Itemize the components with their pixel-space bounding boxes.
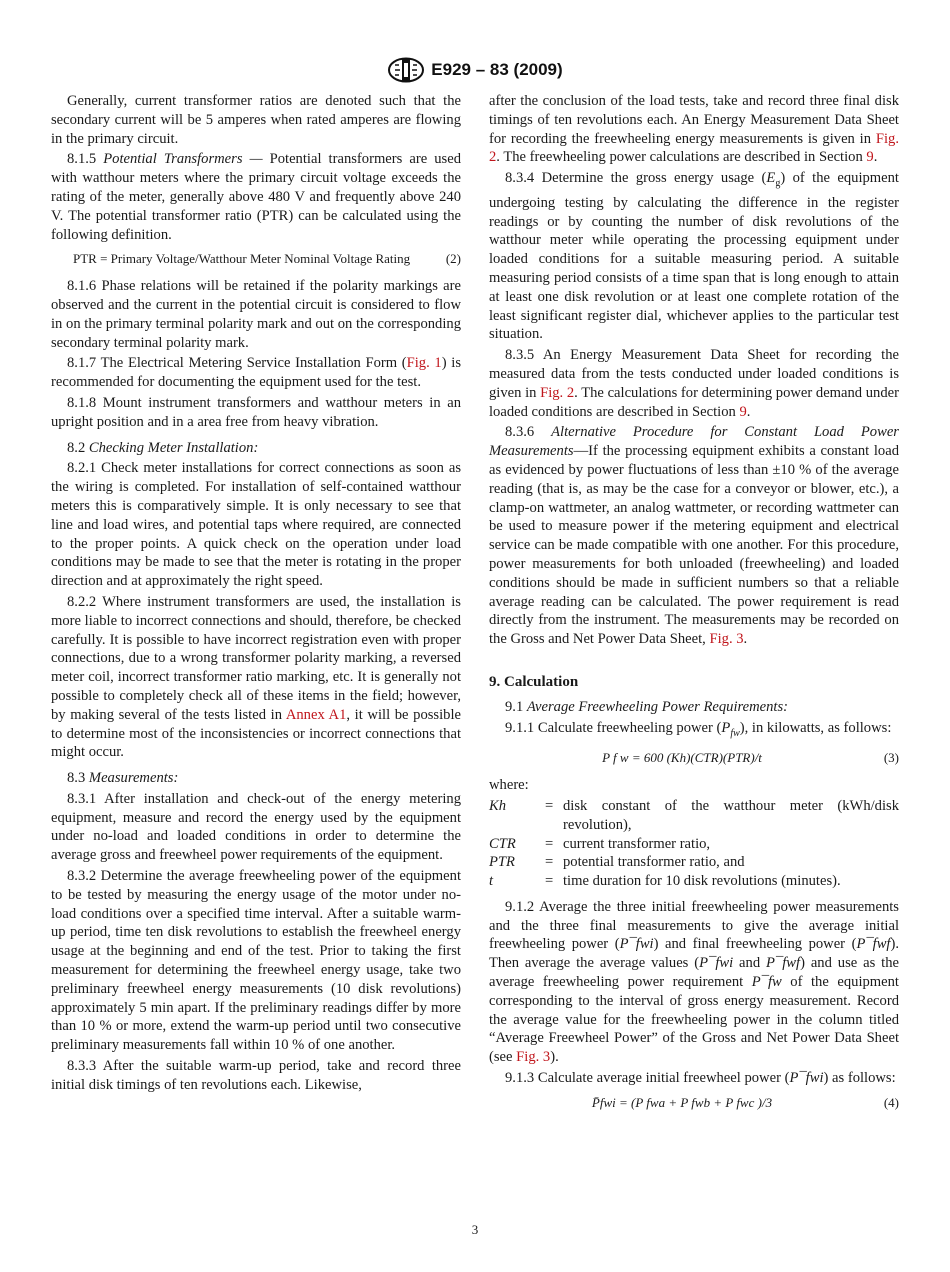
symbol-subscript: g — [775, 178, 781, 190]
symbol: P¯fwi — [619, 936, 654, 953]
equation-3 — [489, 749, 899, 768]
definition-sym: CTR — [489, 835, 516, 852]
paragraph-8-3-4 — [489, 169, 899, 344]
fig-3-link[interactable]: Fig. 3 — [516, 1049, 551, 1066]
paragraph-8-1-5 — [51, 150, 461, 244]
symbol: P¯fwi — [699, 955, 734, 972]
equation-number: (4) — [883, 1094, 899, 1110]
paragraph-8-3-5 — [489, 346, 899, 421]
paragraph-8-1-6: 8.1.6 Phase relations will be retained if the polarity markings are observed and the current in the potential circuit is considered to flow in on the primary terminal polarity mark and out on the corresponding secondary terminal polarity mark. — [51, 278, 461, 351]
variable-definitions — [489, 797, 899, 891]
document-designation: E929 – 83 (2009) — [431, 60, 563, 79]
symbol: P — [721, 719, 731, 736]
fig-2-link[interactable]: Fig. 2 — [489, 130, 899, 166]
paragraph-text: after the conclusion of the load tests, take and record three final disk timings of ten revolutions each. An Energy Measurement Data Sheet for recording the freewheeling energy measurements is given in — [489, 93, 899, 147]
paragraph-text: ). Then average the average values ( — [489, 936, 900, 972]
paragraph-text: . — [743, 631, 748, 648]
section-8-3-heading — [51, 769, 461, 788]
paragraph-text: of the equipment corresponding to the interval of gross energy measurement. Record the average value for the freewheeling power in the column titled “Average Freewheel Power” of the Gross and Net Power Data Sheet (see — [489, 974, 899, 1066]
paragraph-8-3-2: 8.3.2 Determine the average freewheeling power of the equipment to be tested by measuring the energy usage of the motor under no-load conditions over a specified time interval. After a suitable warm-up period, time ten disk revolutions to establish the freewheel energy usage at the beginning and end of the test. Prior to taking the first measurement for determining the freewheel energy usage, take two preliminary freewheel energy measurements (10 disk revolutions) approximately 5 min apart. If the preliminary readings differ by more than 10 % or more, extend the warm-up period until two consecutive preliminary measurements fall within 10 % of one another. — [51, 868, 461, 1054]
paragraph-text: ) is recommended for documenting the equipment used for the test. — [51, 355, 462, 391]
symbol: P¯fwi — [789, 1070, 824, 1087]
paragraph-8-2-1: 8.2.1 Check meter installations for correct connections as soon as the wiring is completed. For installation of self-contained watthour meters this is comparatively simple. It is only necessary to see that line and load wires, and potential taps where required, are connected to the proper points. A quick check on the operation under load conditions may be made to see that the meter is rotating in the proper direction and at approximately the right speed. — [51, 460, 461, 590]
equation-4 — [489, 1094, 899, 1113]
definition-row — [489, 853, 899, 872]
symbol: P¯fwf — [856, 936, 891, 953]
paragraph-8-1-8: 8.1.8 Mount instrument transformers and watthour meters in an upright position and in a area free from heavy vibration. — [51, 394, 461, 430]
paragraph-8-2-2 — [51, 593, 461, 762]
definition-def: disk constant of the watthour meter (kWh/disk revolution), — [563, 797, 899, 833]
equation-body: PTR = Primary Voltage/Watthour Meter Nominal Voltage Rating — [73, 251, 411, 267]
definition-def: time duration for 10 disk revolutions (minutes). — [563, 873, 841, 890]
paragraph-text: Potential transformers are used with watthour meters where the primary circuit voltage exceeds the rating of the meter, generally above 480 V and frequently above 240 V. The potential transformer ratio (PTR) can be calculated using the following definition. — [51, 151, 462, 243]
symbol-subscript: fw — [730, 727, 740, 739]
paragraph-8-3-3: 8.3.3 After the suitable warm-up period, take and record three initial disk timings of ten revolutions each. Likewise, — [51, 1058, 461, 1093]
paragraph-text: ). — [550, 1049, 559, 1066]
definition-def: potential transformer ratio, and — [563, 854, 745, 871]
definition-eq: = — [545, 797, 554, 814]
section-9-1-heading — [489, 698, 899, 717]
section-9-link[interactable]: 9 — [866, 149, 874, 166]
section-9-heading: 9. Calculation — [489, 674, 579, 691]
fig-2-link[interactable]: Fig. 2 — [540, 384, 575, 401]
definition-sym: PTR — [489, 854, 515, 871]
paragraph: Generally, current transformer ratios are denoted such that the secondary current will be 5 amperes when rated amperes are flowing in the primary circuit. — [51, 93, 461, 147]
paragraph-text: . — [746, 403, 751, 420]
section-title: Measurements: — [88, 770, 179, 787]
section-title: Average Freewheeling Power Requirements: — [526, 698, 789, 715]
paragraph-8-3-3-continued — [489, 92, 899, 167]
paragraph-text: 8.3.4 Determine the gross energy usage ( — [505, 170, 767, 187]
right-column — [489, 92, 899, 1121]
paragraph-8-3-6 — [489, 423, 899, 649]
definition-eq: = — [545, 854, 554, 871]
section-number: 9.1 — [505, 698, 524, 715]
paragraph-text: ) and final freewheeling power ( — [653, 936, 857, 953]
paragraph-text: . The freewheeling power calculations are described in Section — [496, 149, 867, 166]
symbol: P¯fwf — [766, 955, 801, 972]
paragraph-8-3-1: 8.3.1 After installation and check-out of the energy metering equipment, measure and record the energy used by the equipment under no-load and loaded conditions in order to determine the average gross and freewheel power requirements of the equipment. — [51, 790, 461, 864]
paragraph-text: 8.3.5 An Energy Measurement Data Sheet for recording the measured data from the tests conducted under loaded conditions is given in — [489, 347, 899, 401]
symbol: E — [766, 170, 776, 187]
where-label: where: — [489, 777, 529, 794]
paragraph-text: , it will be possible to determine most of the inconsistencies or incorrect connections that might occur. — [51, 706, 461, 761]
paragraph-text: 9.1.1 Calculate freewheeling power ( — [505, 719, 722, 736]
section-number: 8.3 — [67, 770, 86, 787]
section-number: 8.2 — [67, 439, 86, 456]
paragraph-8-1-7 — [51, 354, 461, 392]
definition-row — [489, 797, 899, 835]
definition-row — [489, 872, 899, 891]
paragraph-text: 9.1.2 Average the three initial freewheeling power measurements and the three final measurements to give the average initial freewheeling power ( — [489, 898, 899, 953]
equation-number: (2) — [445, 251, 461, 267]
page-number: 3 — [471, 1222, 479, 1237]
definition-eq: = — [545, 873, 554, 890]
paragraph-text: ), in kilowatts, as follows: — [739, 719, 892, 736]
section-title: Checking Meter Installation: — [88, 439, 259, 456]
definition-sym: t — [489, 873, 494, 890]
paragraph-9-1-2 — [489, 898, 899, 1067]
definition-sym: Kh — [489, 797, 507, 814]
section-number: 8.1.5 — [67, 151, 97, 168]
equation-text: P̄fwi = (P fwa + P fwb + P fwc )/3 — [591, 1094, 773, 1110]
paragraph-text: 9.1.3 Calculate average initial freewheel power ( — [505, 1070, 790, 1087]
paragraph-text: . — [873, 149, 878, 166]
section-title: Alternative Procedure for Constant Load Power Measurements — [489, 424, 899, 460]
equation-body — [489, 1094, 875, 1113]
paragraph-text: and — [733, 955, 767, 972]
paragraph-text: 8.1.7 The Electrical Metering Service Installation Form ( — [67, 355, 407, 372]
annex-a1-link[interactable]: Annex A1 — [285, 706, 347, 723]
symbol: P¯fw — [751, 974, 782, 991]
paragraph-9-1-3 — [489, 1069, 899, 1088]
paragraph-text: —If the processing equipment exhibits a constant load as evidenced by power fluctuations of less than ±10 % of the average reading (that is, as may be the case for a conveyor or blower, etc.), a clamp-on wattmeter, an analog wattmeter, or recording wattmeter can be used to measure power if the metering equipment and electrical service can be made compatible with one another. For this procedure, power measurements for both unloaded (freewheeling) and loaded conditions should be made in sufficient numbers so that a reliable average reading can be calculated. The power requirement is read directly from the instrument. The measurements may be recorded on the Gross and Net Power Data Sheet, — [489, 443, 899, 648]
paragraph-text: ) of the equipment undergoing testing by calculating the difference in the register readings or by counting the number of disk revolutions of the watthour meter while operating the processing equipment under loaded conditions for a suitable measuring period. A suitable measuring period consists of a time span that is long enough to attain at least one disk revolution or at least one complete rotation of the least significant register dial, whichever applies to the particular test situation. — [489, 170, 899, 343]
astm-logo-icon — [387, 57, 425, 83]
page-header — [0, 58, 950, 82]
fig-3-link[interactable]: Fig. 3 — [709, 631, 744, 648]
paragraph-text: . The calculations for determining power demand under loaded conditions are described in Section — [489, 384, 899, 420]
definition-row — [489, 835, 899, 854]
equation-text: P f w = 600 (Kh)(CTR)(PTR)/t — [602, 750, 762, 766]
section-8-2-heading — [51, 439, 461, 458]
paragraph-text: 8.2.2 Where instrument transformers are used, the installation is more liable to incorrect connections and should, therefore, be checked carefully. It is possible to have incorrect registration even with proper connections, due to a wrong transformer polarity marking, a reversed meter coil, incorrect transformer ratio marking, etc. It is generally not possible to completely check all of these items in the field; however, by making several of the tests listed in — [51, 593, 461, 723]
fig-1-link[interactable]: Fig. 1 — [406, 355, 442, 372]
equation-body — [489, 749, 875, 768]
definition-def: current transformer ratio, — [563, 835, 711, 852]
paragraph-text: ) as follows: — [823, 1070, 896, 1087]
equation-number: (3) — [883, 750, 899, 766]
section-9-link[interactable]: 9 — [739, 403, 747, 420]
definition-eq: = — [545, 835, 554, 852]
paragraph-text: ) and use as the average freewheeling power requirement — [489, 955, 899, 991]
paragraph-9-1-1 — [489, 719, 899, 744]
equation-2 — [51, 250, 461, 269]
left-column — [51, 92, 461, 1097]
section-number: 8.3.6 — [505, 424, 535, 441]
section-title: Potential Transformers — — [103, 151, 263, 168]
